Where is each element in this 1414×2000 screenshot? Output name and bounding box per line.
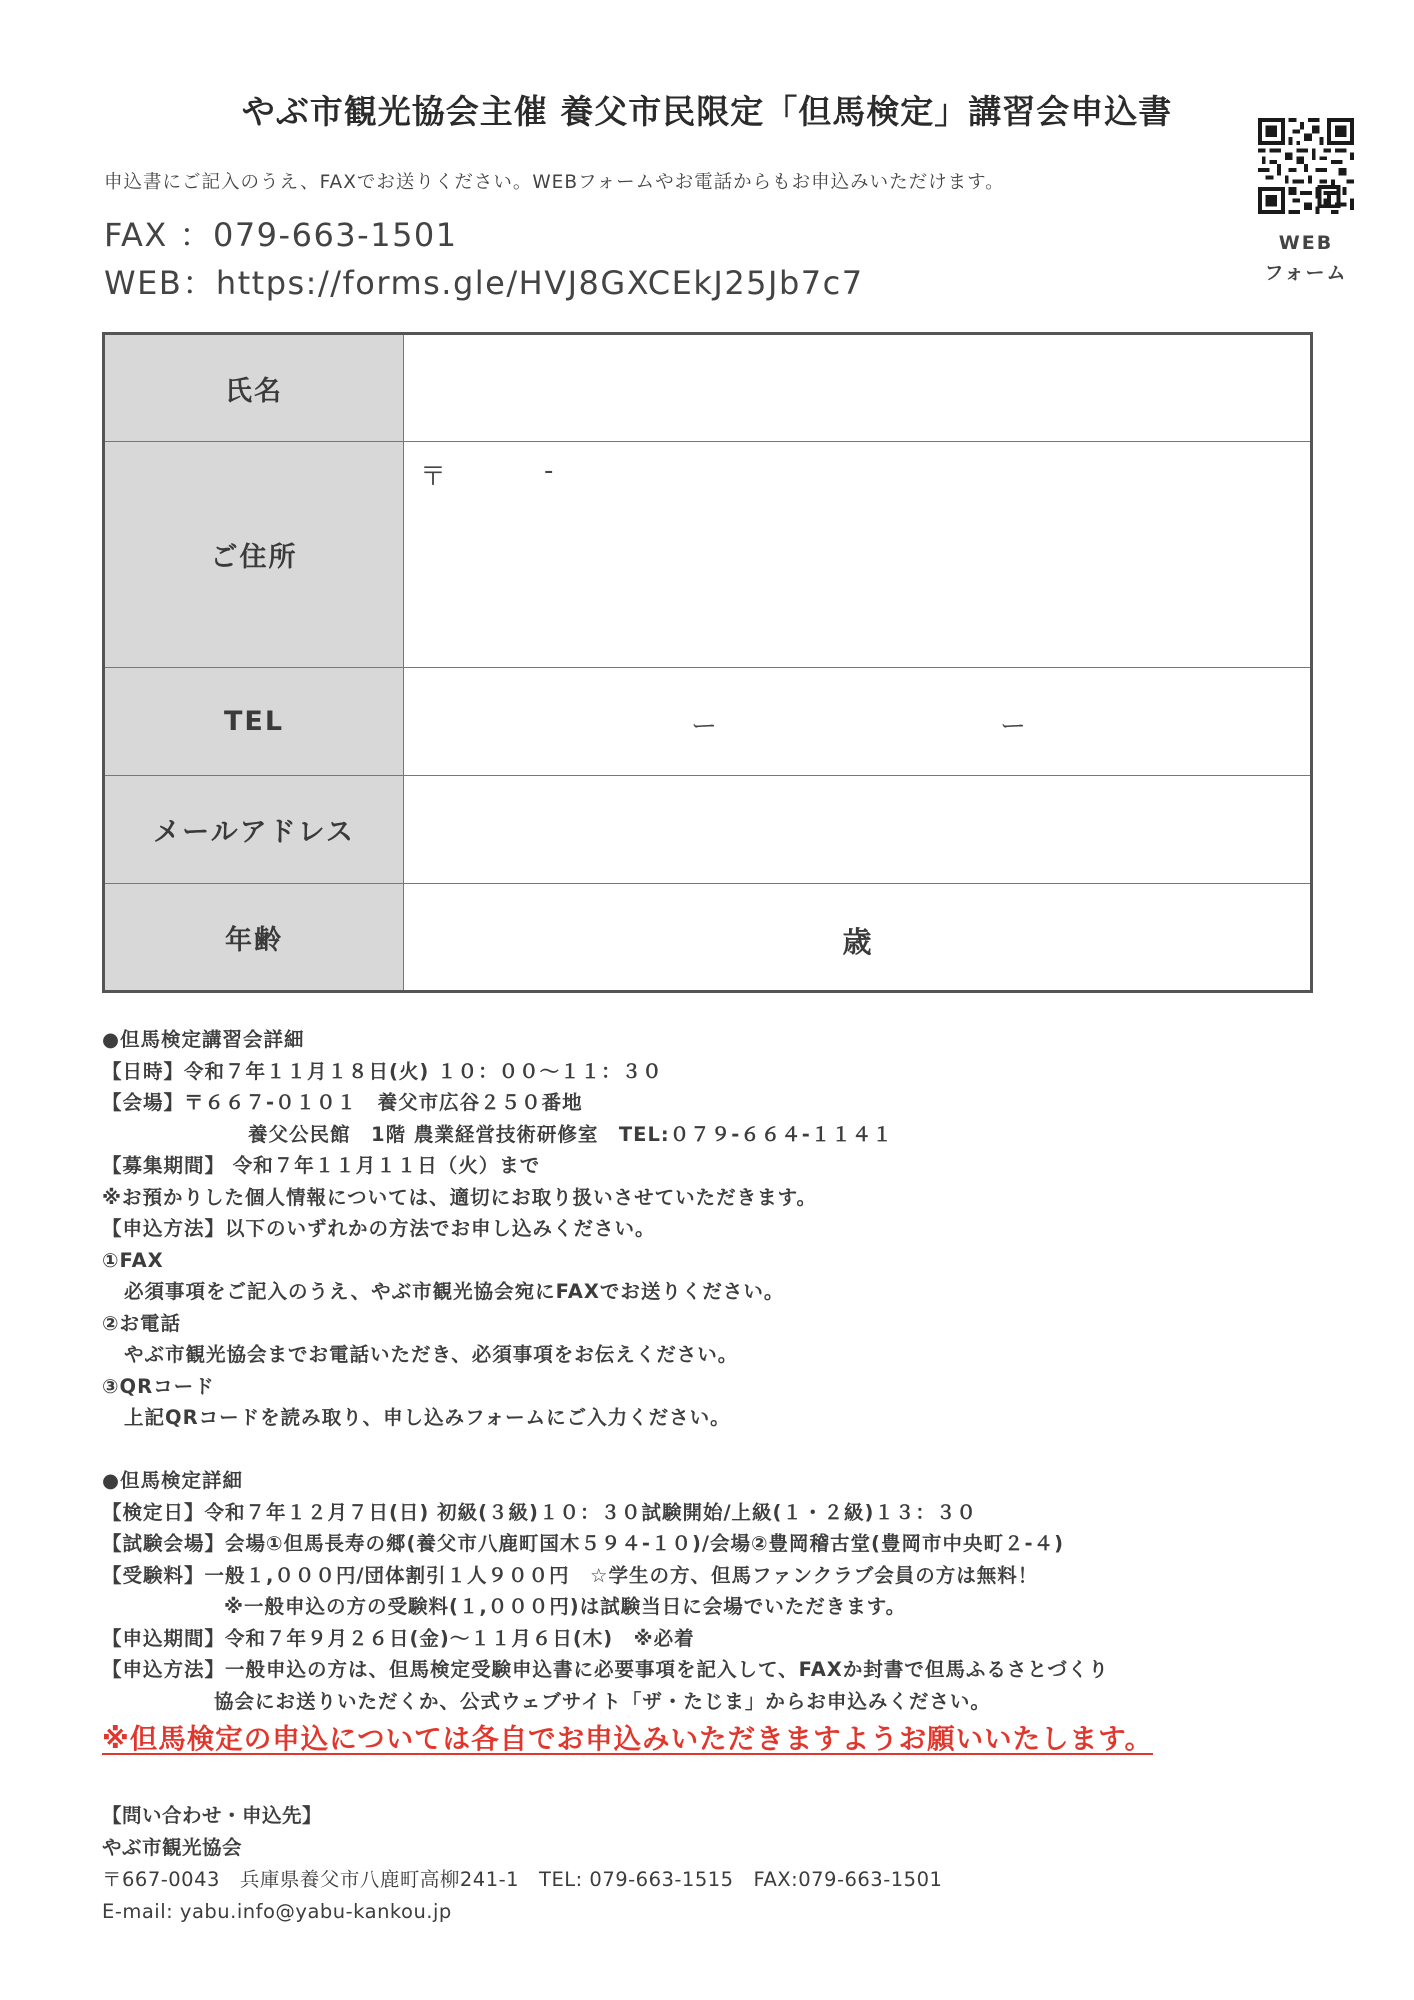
address-field[interactable] — [404, 442, 1312, 668]
exam-period: 【申込期間】令和７年９月２６日(金)～１１月６日(木) ※必着 — [102, 1626, 695, 1650]
option-phone-desc: やぶ市観光協会までお電話いただき、必須事項をお伝えください。 — [124, 1343, 739, 1366]
course-venue: 【会場】〒６６７-０１０１ 養父市広谷２５０番地 — [102, 1091, 583, 1114]
qr-caption-line1: WEB — [1278, 232, 1334, 254]
tel-field[interactable] — [404, 668, 1312, 776]
exam-fee-note: ※一般申込の方の受験料(１,０００円)は試験当日に会場でいただきます。 — [224, 1595, 907, 1618]
exam-heading: ●但馬検定詳細 — [102, 1469, 244, 1492]
contact-org: やぶ市観光協会 — [102, 1836, 243, 1859]
tel-dash-2: ー — [1000, 712, 1027, 742]
course-heading: ●但馬検定講習会詳細 — [102, 1028, 305, 1051]
age-unit: 歳 — [842, 925, 872, 959]
email-label: メールアドレス — [104, 776, 404, 884]
name-field[interactable] — [404, 334, 1312, 442]
exam-date: 【検定日】令和７年１２月７日(日) 初級(３級)１０：３０試験開始/上級(１・２級)１３：３０ — [102, 1500, 977, 1524]
qr-caption-line2: フォーム — [1264, 262, 1348, 284]
fax-number: ：079-663-1501 — [179, 216, 458, 254]
tel-dash-1: ー — [691, 712, 718, 742]
name-label: 氏名 — [104, 334, 404, 442]
course-method: 【申込方法】以下のいずれかの方法でお申し込みください。 — [102, 1217, 656, 1240]
course-venue-detail: 養父公民館 1階 農業経営技術研修室 TEL:０７９-６６４-１１４１ — [248, 1122, 893, 1146]
exam-notice: ※但馬検定の申込については各自でお申込みいただきますようお願いいたします。 — [102, 1723, 1153, 1755]
fax-line — [104, 210, 458, 256]
option-phone-title: ②お電話 — [102, 1311, 182, 1335]
exam-method: 【申込方法】一般申込の方は、但馬検定受験申込書に必要事項を記入して、FAXか封書で但馬ふるさとづくり — [102, 1658, 1109, 1681]
application-form-table — [102, 332, 1313, 993]
address-label: ご住所 — [104, 442, 404, 668]
privacy-note: ※お預かりした個人情報については、適切にお取り扱いさせていただきます。 — [102, 1185, 818, 1209]
exam-venue: 【試験会場】会場①但馬長寿の郷(養父市八鹿町国木５９４-１０)/会場②豊岡稽古堂(豊岡市中央町２-４) — [102, 1532, 1064, 1555]
exam-method-cont: 協会にお送りいただくか、公式ウェブサイト「ザ・たじま」からお申込みください。 — [214, 1689, 991, 1713]
qr-caption — [1240, 228, 1372, 288]
qr-code-icon[interactable] — [1258, 118, 1354, 214]
option-qr-desc: 上記QRコードを読み取り、申し込みフォームにご入力ください。 — [124, 1406, 731, 1429]
email-field[interactable] — [404, 776, 1312, 884]
postal-mark: 〒 — [420, 462, 447, 492]
web-url[interactable]: ：https://forms.gle/HVJ8GXCEkJ25Jb7c7 — [182, 264, 864, 302]
web-line — [104, 258, 864, 304]
postal-dash: - — [544, 456, 554, 486]
page-title: やぶ市観光協会主催 養父市民限定「但馬検定」講習会申込書 — [241, 92, 1173, 131]
details-section — [102, 1024, 1332, 1761]
web-label: WEB — [104, 264, 183, 302]
intro-text: 申込書にご記入のうえ、FAXでお送りください。WEBフォームやお電話からもお申込みいただけます。 — [104, 172, 1005, 193]
option-fax-title: ①FAX — [102, 1248, 164, 1272]
option-qr-title: ③QRコード — [102, 1374, 215, 1398]
course-datetime: 【日時】令和７年１１月１８日(火) １０：００～１１：３０ — [102, 1059, 663, 1083]
contact-heading: 【問い合わせ・申込先】 — [102, 1804, 323, 1827]
contact-email[interactable]: E-mail: yabu.info@yabu-kankou.jp — [102, 1900, 452, 1923]
contact-section — [102, 1800, 942, 1928]
fax-label: FAX — [104, 216, 168, 254]
course-period: 【募集期間】 令和７年１１月１１日（火）まで — [102, 1154, 541, 1177]
tel-label: TEL — [104, 668, 404, 776]
option-fax-desc: 必須事項をご記入のうえ、やぶ市観光協会宛にFAXでお送りください。 — [124, 1280, 785, 1303]
contact-address: 〒667-0043 兵庫県養父市八鹿町高柳241-1 TEL: 079-663-1515 FAX:079-663-1501 — [102, 1868, 943, 1891]
age-label: 年齢 — [104, 884, 404, 992]
age-field[interactable] — [404, 884, 1312, 992]
exam-fee: 【受験料】一般１,０００円/団体割引１人９００円 ☆学生の方、但馬ファンクラブ会員の方は無料！ — [102, 1563, 1039, 1587]
